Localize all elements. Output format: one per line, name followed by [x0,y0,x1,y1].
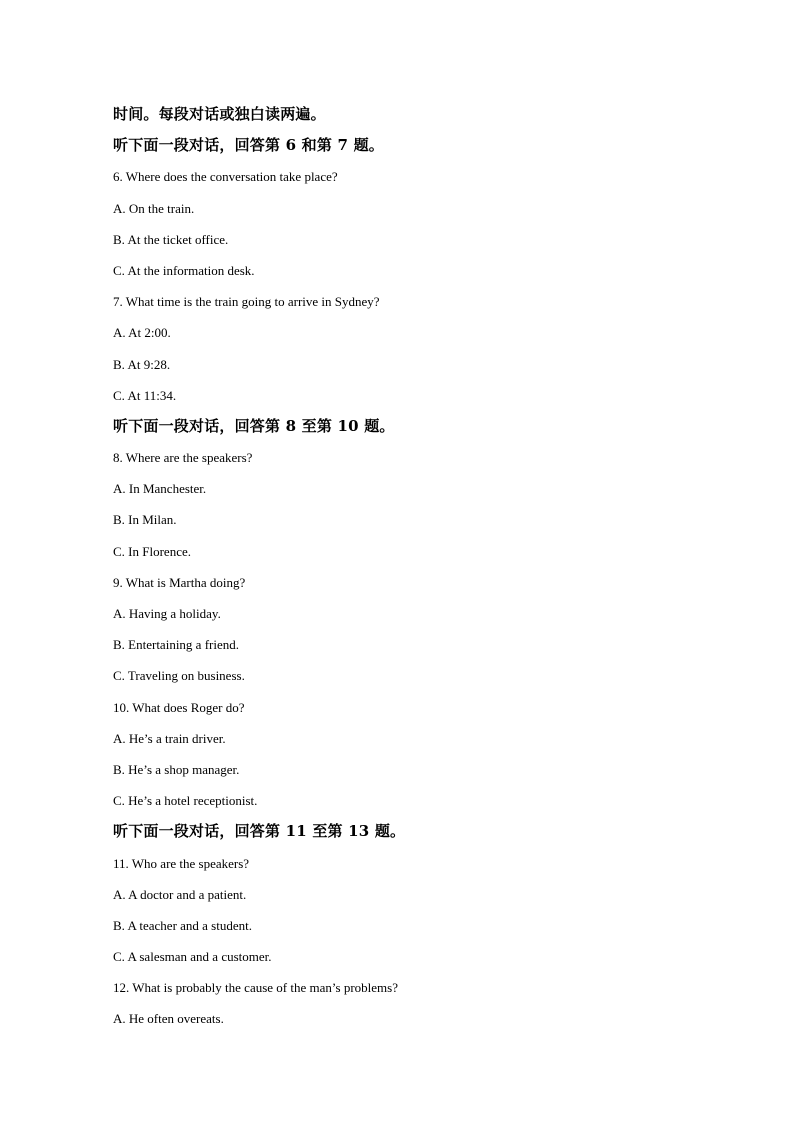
question-10-option-b: B. He’s a shop manager. [113,761,240,777]
question-10: 10. What does Roger do? [113,699,245,715]
question-8-option-b: B. In Milan. [113,512,177,528]
question-7: 7. What time is the train going to arrive in Sydney? [113,294,380,310]
section-heading-q8-10: 听下面一段对话，回答第 8 至第 10 题。 [113,416,395,435]
question-9-option-a: A. Having a holiday. [113,606,221,621]
question-12-option-a: A. He often overeats. [113,1011,224,1027]
question-6: 6. Where does the conversation take place? [113,169,338,185]
question-9: 9. What is Martha doing? [113,574,246,590]
question-7-option-a: A. At 2:00. [113,325,171,341]
question-8-option-a: A. In Manchester. [113,481,207,497]
question-6-option-a: A. On the train. [113,200,195,216]
question-7-option-c: C. At 11:34. [113,387,177,403]
question-11-option-b: B. A teacher and a student. [113,917,252,933]
question-11-option-c: C. A salesman and a customer. [113,949,272,965]
question-8-option-c: C. In Florence. [113,543,191,559]
question-7-option-b: B. At 9:28. [113,356,171,372]
question-11-option-a: A. A doctor and a patient. [113,886,247,902]
question-8: 8. Where are the speakers? [113,450,253,466]
section-heading-q6-7: 听下面一段对话，回答第 6 和第 7 题。 [113,136,384,155]
question-10-option-c: C. He’s a hotel receptionist. [113,793,258,809]
question-12: 12. What is probably the cause of the man’s problems? [113,980,398,996]
document-page [113,99,733,1035]
question-6-option-b: B. At the ticket office. [113,231,229,247]
section-heading-q11-13: 听下面一段对话，回答第 11 至第 13 题。 [113,822,406,841]
question-9-option-b: B. Entertaining a friend. [113,637,239,653]
question-6-option-c: C. At the information desk. [113,262,255,278]
question-9-option-c: C. Traveling on business. [113,668,245,684]
question-11: 11. Who are the speakers? [113,855,250,871]
intro-instruction: 时间。每段对话或独白读两遍。 [113,105,326,123]
question-10-option-a: A. He’s a train driver. [113,730,226,746]
